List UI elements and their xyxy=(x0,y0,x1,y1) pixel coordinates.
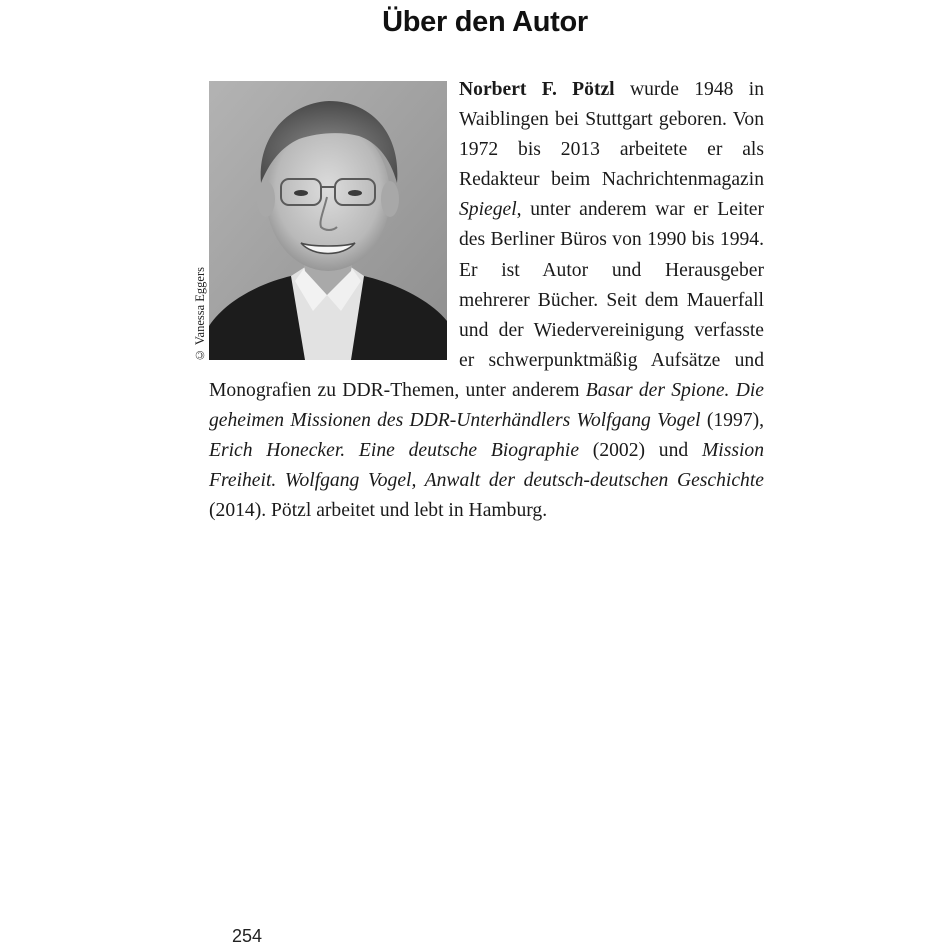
page-title: Über den Autor xyxy=(382,6,588,38)
author-portrait-image xyxy=(209,81,447,360)
author-name: Norbert F. Pötzl xyxy=(459,79,615,100)
book-title-2: Erich Honecker. Eine deutsche Biographie xyxy=(209,440,580,462)
bio-text-3: (1997), xyxy=(700,410,764,432)
bio-text-5: (2014). Pötzl arbeitet und lebt in Hamburg. xyxy=(209,500,548,522)
photo-credit-text: © Vanessa Eggers xyxy=(192,267,207,362)
photo-credit xyxy=(190,258,210,362)
book-title-3: Mission Freiheit. Wolfgang Vogel, Anwalt der deutsch-deutschen Geschichte xyxy=(209,440,764,492)
book-title-1: Basar der Spione. Die geheimen Missionen des DDR-Unterhändlers Wolfgang Vogel xyxy=(209,379,764,432)
author-photo xyxy=(209,81,459,363)
bio-text-4: (2002) und xyxy=(579,440,702,462)
author-bio xyxy=(209,75,764,526)
bio-text-1: wurde 1948 in Waiblingen bei Stuttgart geboren. Von 1972 bis 2013 arbeitete er als Redakteur beim Nachrichtenmagazin xyxy=(459,79,764,191)
page-number: 254 xyxy=(232,926,263,946)
magazine-title: Spiegel xyxy=(459,199,517,221)
bio-text-2: , unter anderem war er Leiter des Berliner Büros von 1990 bis 1994. Er ist Autor und Herausgeber mehrerer Bücher. Seit dem Mauerfall und der Wiedervereinigung verfasste er schwerpunktmäßig Aufsätze und Monografien zu DDR-Themen, unter anderem xyxy=(209,199,764,401)
